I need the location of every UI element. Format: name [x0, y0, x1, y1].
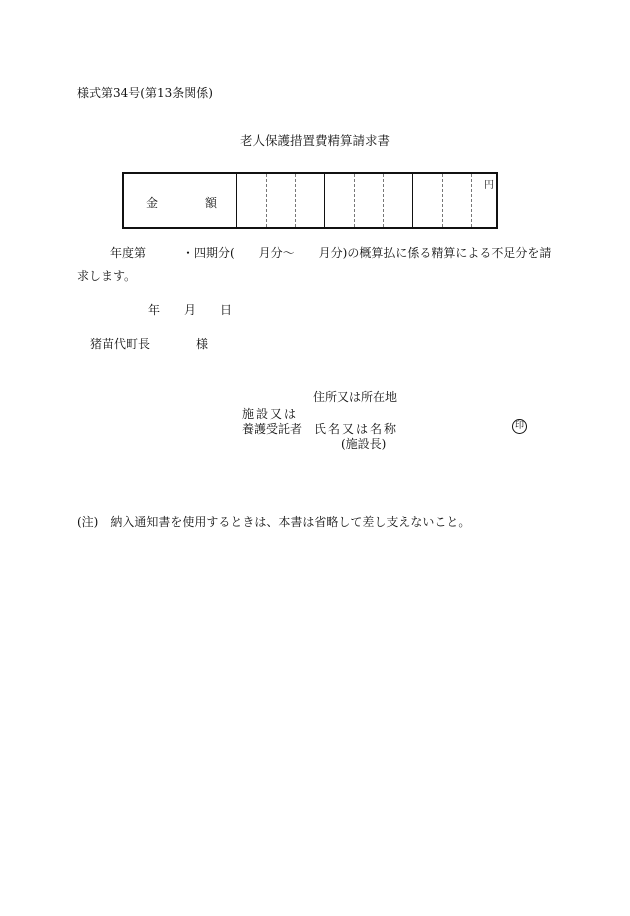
digit-divider: [295, 174, 296, 227]
date-day: 日: [220, 303, 233, 317]
digit-group-divider: [324, 174, 325, 227]
digit-divider: [442, 174, 443, 227]
digit-divider: [354, 174, 355, 227]
date-year: 年: [148, 303, 161, 317]
facility-label-line-2: 養護受託者: [242, 422, 303, 436]
digit-group-divider: [412, 174, 413, 227]
digit-divider: [471, 174, 472, 227]
name-label: 氏名又は名称: [314, 422, 399, 436]
date-month: 月: [184, 303, 197, 317]
amount-label-cell: [124, 174, 237, 227]
request-text-line-1: 年度第 ・四期分( 月分～ 月分)の概算払に係る精算による不足分を請: [110, 246, 552, 260]
facility-label-line-1: 施設又は: [242, 407, 299, 421]
document-title: 老人保護措置費精算請求書: [239, 133, 390, 148]
addressee: 猪苗代町長: [90, 337, 151, 351]
honorific: 様: [196, 337, 209, 351]
yen-unit: 円: [484, 180, 494, 191]
digit-divider: [383, 174, 384, 227]
amount-label-char-1: 金: [146, 196, 159, 210]
amount-label-char-2: 額: [205, 196, 218, 210]
address-label: 住所又は所在地: [313, 390, 398, 404]
footnote: (注) 納入通知書を使用するときは、本書は省略して差し支えないこと。: [77, 515, 471, 529]
seal-mark: 印: [512, 419, 527, 434]
digit-divider: [266, 174, 267, 227]
form-number: 様式第34号(第13条関係): [77, 86, 213, 100]
request-text-line-2: 求します。: [77, 269, 137, 283]
facility-head-label: (施設長): [341, 437, 387, 451]
amount-table: [122, 172, 498, 229]
